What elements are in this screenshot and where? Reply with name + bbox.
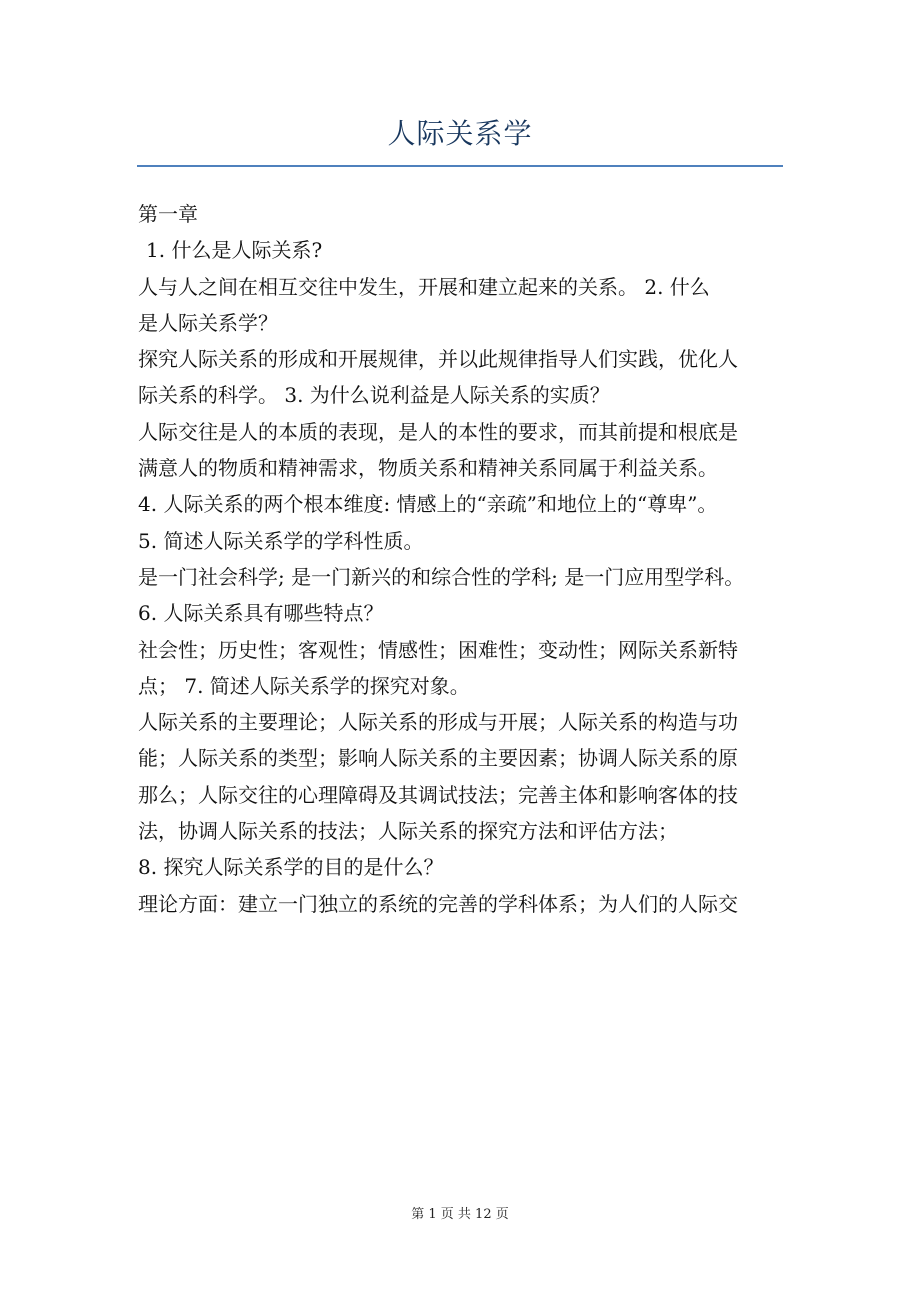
- answer-2-line: 际关系的科学。 3. 为什么说利益是人际关系的实质？: [138, 383, 610, 408]
- answer-3-line: 满意人的物质和精神需求，物质关系和精神关系同属于利益关系。: [138, 456, 718, 481]
- answer-7-line: 能；人际关系的类型；影响人际关系的主要因素；协调人际关系的原: [138, 746, 738, 771]
- question-5: 5. 简述人际关系学的学科性质。: [138, 528, 424, 553]
- question-2-cont: 是人际关系学？: [138, 310, 278, 335]
- page-number-footer: 第 1 页 共 12 页: [411, 1207, 509, 1222]
- answer-6-line: 社会性；历史性；客观性；情感性；困难性；变动性；网际关系新特: [138, 637, 738, 662]
- answer-8-line: 理论方面：建立一门独立的系统的完善的学科体系；为人们的人际交: [138, 891, 738, 916]
- answer-3-line: 人际交往是人的本质的表现，是人的本性的要求，而其前提和根底是: [138, 419, 738, 444]
- question-8: 8. 探究人际关系学的目的是什么？: [138, 855, 444, 880]
- answer-1-line: 人与人之间在相互交往中发生，开展和建立起来的关系。 2. 什么: [138, 274, 710, 299]
- question-4: 4. 人际关系的两个根本维度: 情感上的“亲疏”和地位上的“尊卑”。: [138, 492, 718, 517]
- answer-5-line: 是一门社会科学; 是一门新兴的和综合性的学科; 是一门应用型学科。: [138, 564, 745, 589]
- answer-6-line: 点； 7. 简述人际关系学的探究对象。: [138, 673, 470, 698]
- question-6: 6. 人际关系具有哪些特点？: [138, 601, 384, 626]
- document-body: [138, 196, 786, 922]
- answer-2-line: 探究人际关系的形成和开展规律，并以此规律指导人们实践，优化人: [138, 347, 738, 372]
- title-underline-rule: [137, 165, 783, 167]
- answer-7-line: 人际关系的主要理论；人际关系的形成与开展；人际关系的构造与功: [138, 710, 738, 735]
- answer-7-line: 那么；人际交往的心理障碍及其调试技法；完善主体和影响客体的技: [138, 782, 738, 807]
- answer-7-line: 法，协调人际关系的技法；人际关系的探究方法和评估方法；: [138, 819, 678, 844]
- question-1: 1. 什么是人际关系?: [146, 238, 323, 263]
- document-title: 人际关系学: [387, 117, 533, 150]
- chapter-heading: 第一章: [138, 202, 198, 226]
